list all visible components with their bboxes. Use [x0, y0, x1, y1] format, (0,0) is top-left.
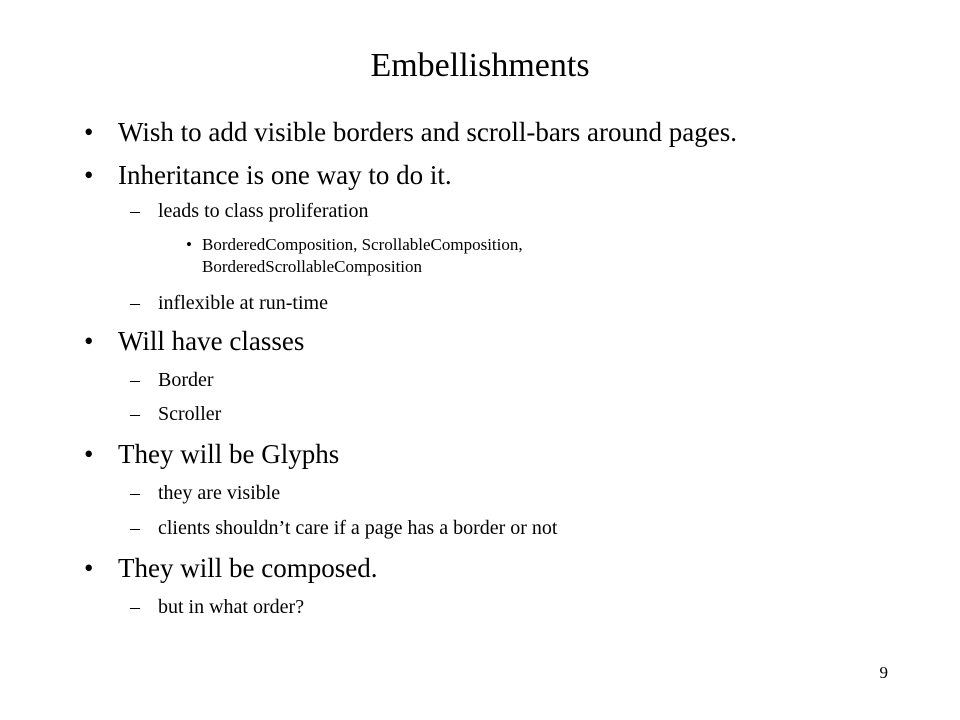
sub-bullet-item: clients shouldn’t care if a page has a border or not — [158, 517, 558, 539]
sub-bullet-item: but in what order? — [158, 596, 305, 618]
bullet-item: Will have classes — [118, 326, 305, 356]
sub-sub-bullet-marker: • — [186, 235, 192, 254]
slide-title: Embellishments — [370, 47, 590, 84]
sub-bullet-item: leads to class proliferation — [158, 200, 369, 222]
sub-bullet-item: Scroller — [158, 403, 222, 425]
sub-bullet-marker: – — [130, 596, 140, 618]
sub-bullet-item: Border — [158, 369, 214, 391]
sub-sub-bullet-continuation: BorderedScrollableComposition — [202, 257, 423, 276]
bullet-marker: • — [84, 326, 94, 356]
sub-bullet-marker: – — [130, 292, 140, 314]
sub-bullet-marker: – — [130, 482, 140, 504]
bullet-marker: • — [84, 553, 94, 583]
sub-bullet-item: they are visible — [158, 482, 281, 504]
bullet-marker: • — [84, 160, 94, 190]
bullet-marker: • — [84, 117, 94, 147]
sub-bullet-marker: – — [130, 200, 140, 222]
bullet-item: Wish to add visible borders and scroll-bars around pages. — [118, 117, 738, 147]
bullet-item: They will be composed. — [118, 553, 378, 583]
sub-sub-bullet-item: BorderedComposition, ScrollableComposition, — [202, 235, 523, 254]
bullet-item: Inheritance is one way to do it. — [118, 160, 452, 190]
sub-bullet-marker: – — [130, 403, 140, 425]
bullet-item: They will be Glyphs — [118, 439, 340, 469]
bullet-marker: • — [84, 439, 94, 469]
sub-bullet-marker: – — [130, 369, 140, 391]
sub-bullet-item: inflexible at run-time — [158, 292, 328, 314]
sub-bullet-marker: – — [130, 517, 140, 539]
page-number: 9 — [879, 663, 888, 682]
